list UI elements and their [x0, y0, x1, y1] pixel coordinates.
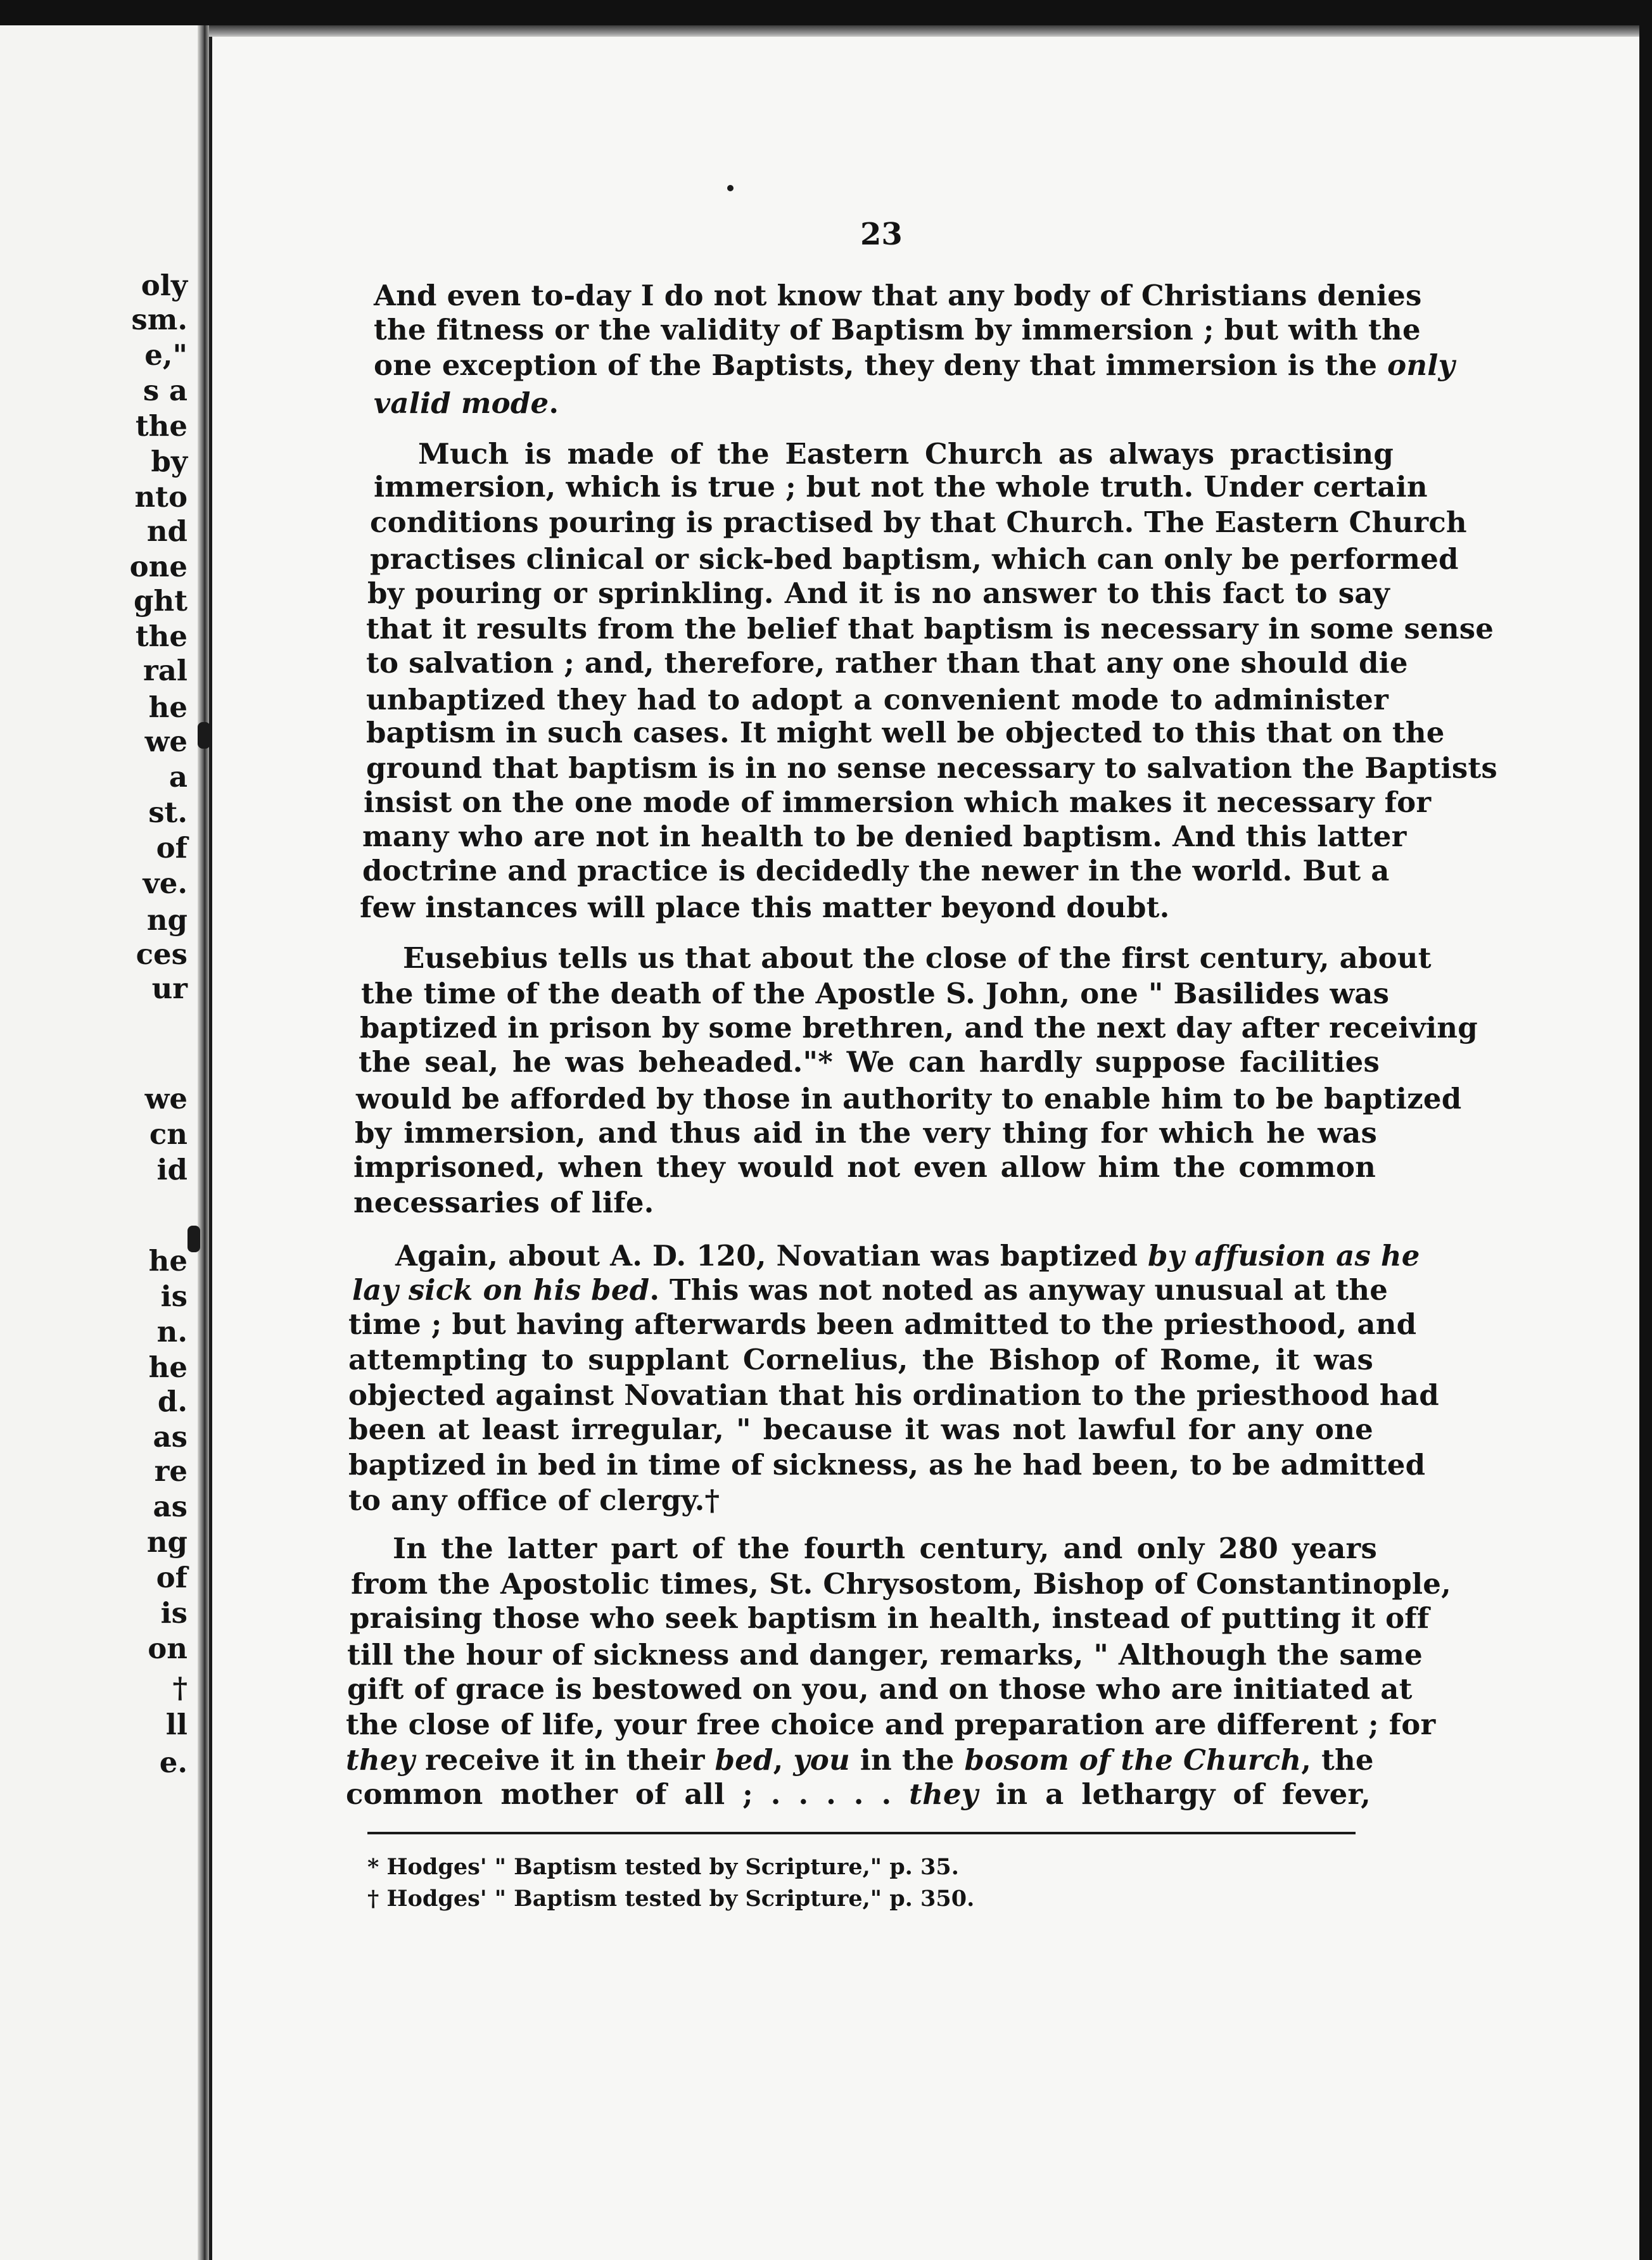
italic-run: you	[793, 1743, 850, 1777]
book-gutter	[198, 25, 210, 2260]
text-line	[353, 1186, 654, 1219]
text-run: gift of grace is bestowed on you, and on those who are initiated at	[347, 1672, 1413, 1706]
text-run: the seal, he was beheaded."* We can hardly suppose facilities	[359, 1045, 1380, 1079]
text-run: till the hour of sickness and danger, remarks, " Although the same	[347, 1638, 1423, 1672]
ink-speck	[727, 185, 734, 191]
left-page-fragment-word: †	[172, 1671, 187, 1705]
italic-run: bed	[715, 1743, 773, 1777]
text-line	[362, 820, 1407, 853]
left-page-fragment-word: ll	[165, 1708, 187, 1741]
text-run: In the latter part of the fourth century, and only 280 years	[393, 1532, 1377, 1565]
text-line	[364, 785, 1432, 819]
left-page-fragment-word: re	[154, 1454, 187, 1488]
left-page-fragment	[0, 25, 201, 2260]
left-page-fragment-word: one	[129, 550, 187, 583]
right-edge-shadow	[1639, 25, 1652, 2260]
text-run: .	[549, 386, 559, 420]
binding-clip	[187, 1226, 200, 1252]
text-run: been at least irregular, " because it was not lawful for any one	[348, 1412, 1373, 1446]
text-line	[356, 1082, 1462, 1115]
left-page-fragment-word: as	[153, 1490, 187, 1523]
text-line	[348, 1448, 1426, 1482]
text-line	[366, 612, 1494, 645]
text-run: conditions pouring is practised by that Church. The Eastern Church	[370, 505, 1467, 539]
text-line	[361, 977, 1390, 1010]
text-run: ,	[773, 1743, 794, 1777]
left-page-fragment-word: e.	[159, 1746, 187, 1779]
text-run: many who are not in health to be denied baptism. And this latter	[362, 820, 1407, 853]
text-run: unbaptized they had to adopt a convenient mode to administer	[366, 683, 1388, 716]
text-line	[348, 1483, 720, 1517]
text-run: from the Apostolic times, St. Chrysostom, Bishop of Constantinople,	[351, 1567, 1451, 1601]
left-page-fragment-word: we	[144, 725, 187, 758]
text-run: in the	[849, 1743, 965, 1777]
left-page-fragment-word: ral	[143, 654, 187, 687]
left-page-fragment-word: the	[135, 619, 187, 653]
text-run: Much is made of the Eastern Church as always practising	[418, 437, 1394, 471]
text-line	[353, 1150, 1376, 1184]
italic-run: valid mode	[374, 386, 549, 420]
text-run: to salvation ; and, therefore, rather than that any one should die	[366, 646, 1408, 680]
text-line	[346, 1777, 1371, 1811]
text-line	[367, 576, 1390, 610]
text-run: by immersion, and thus aid in the very thing for which he was	[355, 1116, 1377, 1150]
text-run: . This was not noted as anyway unusual at the	[649, 1273, 1388, 1307]
left-page-fragment-word: oly	[141, 269, 187, 302]
text-line	[393, 1534, 1377, 1563]
text-line	[346, 1708, 1436, 1741]
left-page-fragment-word: id	[156, 1153, 187, 1186]
footnote: † Hodges' " Baptism tested by Scripture," p. 350.	[367, 1886, 975, 1912]
left-page-fragment-word: of	[156, 831, 187, 865]
left-page-fragment-word: by	[151, 445, 187, 478]
text-line	[374, 348, 1455, 382]
left-page-fragment-word: the	[135, 409, 187, 443]
text-line	[370, 505, 1467, 539]
text-line	[360, 891, 1170, 924]
text-run: baptized in prison by some brethren, and the next day after receiving	[360, 1011, 1478, 1044]
left-page-fragment-word: a	[168, 760, 187, 794]
left-page-fragment-word: he	[148, 690, 187, 724]
text-run: few instances will place this matter beyond doubt.	[360, 891, 1170, 924]
text-line	[360, 1011, 1478, 1044]
text-run: receive it in their	[415, 1743, 715, 1777]
text-line	[347, 1638, 1423, 1672]
text-run: attempting to supplant Cornelius, the Bishop of Rome, it was	[348, 1343, 1373, 1376]
italic-run: they	[909, 1777, 979, 1811]
left-page-fragment-word: s a	[143, 374, 187, 407]
text-run: And even to-day I do not know that any body of Christians denies	[374, 279, 1422, 312]
text-run: , the	[1301, 1743, 1374, 1777]
text-line	[374, 470, 1428, 504]
left-page-fragment-word: sm.	[131, 303, 187, 336]
text-line	[366, 685, 1388, 714]
binding-clip	[198, 722, 210, 749]
text-run: Again, about A. D. 120, Novatian was baptized	[395, 1239, 1148, 1273]
text-line	[348, 1378, 1439, 1412]
left-page-fragment-word: is	[160, 1279, 187, 1313]
footnote-rule	[367, 1832, 1356, 1834]
text-run: would be afforded by those in authority to enable him to be baptized	[356, 1082, 1462, 1115]
text-run: common mother of all ; . . . . .	[346, 1777, 910, 1811]
text-line	[352, 1273, 1388, 1307]
text-run: imprisoned, when they would not even allow him the common	[353, 1150, 1376, 1184]
text-line	[362, 854, 1390, 887]
left-page-fragment-word: ve.	[143, 867, 187, 900]
text-line	[348, 1307, 1417, 1341]
text-line	[403, 941, 1432, 975]
text-line	[350, 1601, 1430, 1635]
text-line	[395, 1239, 1420, 1273]
text-run: that it results from the belief that baptism is necessary in some sense	[366, 612, 1494, 645]
text-run: the close of life, your free choice and preparation are different ; for	[346, 1708, 1436, 1741]
italic-run: bosom of the Church	[964, 1743, 1302, 1777]
text-run: practises clinical or sick-bed baptism, which can only be performed	[370, 542, 1459, 576]
text-run: time ; but having afterwards been admitted to the priesthood, and	[348, 1307, 1417, 1341]
text-line	[346, 1743, 1374, 1777]
text-line	[374, 386, 627, 420]
text-run: ground that baptism is in no sense necessary to salvation the Baptists	[366, 751, 1497, 785]
text-run: immersion, which is true ; but not the whole truth. Under certain	[374, 470, 1428, 504]
text-run: in a lethargy of fever,	[978, 1777, 1371, 1811]
text-run: necessaries of life.	[353, 1186, 654, 1219]
text-run: the fitness or the validity of Baptism by immersion ; but with the	[374, 313, 1421, 346]
left-page-fragment-word: as	[153, 1420, 187, 1454]
text-run: objected against Novatian that his ordination to the priesthood had	[348, 1378, 1439, 1412]
left-page-fragment-word: he	[148, 1244, 187, 1278]
left-page-fragment-word: n.	[156, 1315, 187, 1349]
left-page-fragment-word: he	[148, 1350, 187, 1384]
left-page-fragment-word: nto	[134, 480, 187, 514]
footnote: * Hodges' " Baptism tested by Scripture," p. 35.	[367, 1854, 959, 1880]
text-line	[366, 646, 1408, 680]
left-page-fragment-word: cn	[149, 1117, 187, 1151]
text-line	[418, 437, 1394, 471]
italic-run: lay sick on his bed	[352, 1273, 650, 1307]
page-number: 23	[860, 217, 903, 252]
text-line	[370, 542, 1459, 576]
left-page-fragment-word: ces	[136, 937, 187, 971]
left-page-fragment-word: e,"	[144, 338, 187, 372]
text-line	[351, 1567, 1451, 1601]
text-run: one exception of the Baptists, they deny that immersion is the	[374, 348, 1388, 382]
italic-run: only	[1387, 348, 1455, 382]
left-page-fragment-word: ght	[134, 584, 187, 618]
text-run: by pouring or sprinkling. And it is no answer to this fact to say	[367, 576, 1390, 610]
text-run: baptism in such cases. It might well be objected to this that on the	[366, 716, 1445, 749]
italic-run: they	[346, 1743, 416, 1777]
left-page-fragment-word: we	[144, 1082, 187, 1115]
text-run: Eusebius tells us that about the close of the first century, about	[403, 941, 1432, 975]
text-run: insist on the one mode of immersion which makes it necessary for	[364, 785, 1432, 819]
text-run: to any office of clergy.†	[348, 1483, 720, 1517]
text-line	[348, 1345, 1373, 1374]
left-page-fragment-word: is	[160, 1596, 187, 1630]
text-line	[374, 279, 1422, 312]
text-run: baptized in bed in time of sickness, as he had been, to be admitted	[348, 1448, 1426, 1482]
left-page-fragment-word: ng	[146, 903, 187, 937]
left-page-fragment-word: on	[148, 1632, 187, 1665]
text-run: the time of the death of the Apostle S. John, one " Basilides was	[361, 977, 1390, 1010]
text-line	[348, 1412, 1373, 1446]
text-line	[366, 751, 1497, 785]
text-line	[359, 1045, 1380, 1079]
left-page-fragment-word: of	[156, 1561, 187, 1594]
left-page-fragment-word: d.	[157, 1385, 187, 1418]
text-line	[355, 1116, 1377, 1150]
left-page-fragment-word: st.	[148, 796, 187, 829]
text-run: praising those who seek baptism in health, instead of putting it off	[350, 1601, 1430, 1635]
text-line	[366, 716, 1445, 749]
left-page-fragment-word: ng	[146, 1525, 187, 1559]
text-run: doctrine and practice is decidedly the newer in the world. But a	[362, 854, 1390, 887]
left-page-fragment-word: ur	[151, 972, 187, 1005]
left-page-fragment-word: nd	[146, 514, 187, 548]
text-line	[374, 313, 1421, 346]
text-line	[347, 1672, 1413, 1706]
italic-run: by affusion as he	[1148, 1239, 1420, 1273]
